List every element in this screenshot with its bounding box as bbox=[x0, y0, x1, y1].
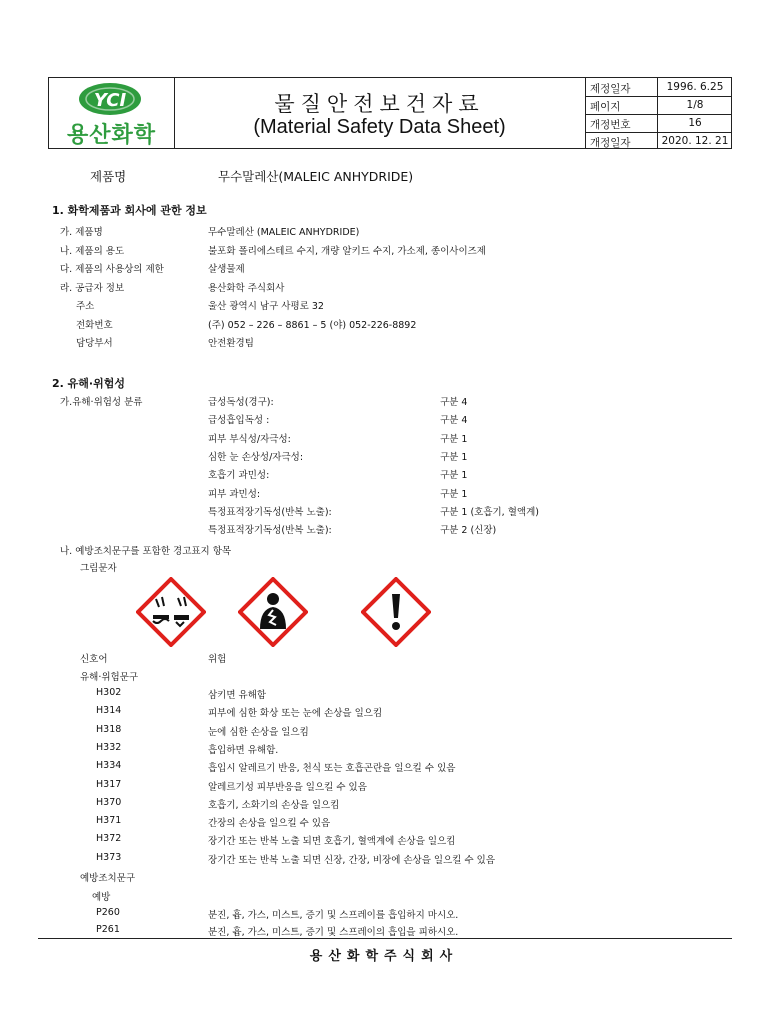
meta-value: 1/8 bbox=[686, 99, 704, 111]
hazard-text: 피부에 심한 화상 또는 눈에 손상을 일으킴 bbox=[208, 708, 383, 720]
info-value: 불포화 폴리에스테르 수지, 개량 알키드 수지, 가소제, 종이사이즈제 bbox=[208, 245, 486, 257]
hazard-code: H317 bbox=[96, 778, 122, 790]
hazard-class-category: 구분 1 (호흡기, 혈액계) bbox=[440, 506, 539, 518]
hazard-text: 삼키면 유해함 bbox=[208, 690, 267, 701]
hazard-class-name: 심한 눈 손상성/자극성: bbox=[208, 451, 304, 463]
hazard-class-category: 구분 1 bbox=[440, 451, 468, 463]
precaution-text: 분진, 흄, 가스, 미스트, 증기 및 스프레이를 흡입하지 마시오. bbox=[208, 910, 459, 921]
info-label: 나. 제품의 용도 bbox=[60, 245, 125, 257]
document-header bbox=[48, 77, 732, 149]
hazard-class-name: 피부 부식성/자극성: bbox=[208, 433, 291, 445]
hazard-class-name: 급성독성(경구): bbox=[208, 397, 274, 408]
label-elements-heading: 나. 예방조치문구를 포함한 경고표지 항목 bbox=[60, 546, 232, 557]
meta-value: 16 bbox=[688, 117, 702, 129]
meta-label: 개정일자 bbox=[590, 137, 631, 149]
footer-company: 용산화학주식회사 bbox=[309, 949, 459, 964]
logo-mark: YCI bbox=[93, 90, 127, 111]
hazard-code: H373 bbox=[96, 851, 122, 863]
info-label: 전화번호 bbox=[76, 319, 113, 331]
hazard-text: 장기간 또는 반복 노출 되면 신장, 간장, 비장에 손상을 일으킬 수 있음 bbox=[208, 854, 496, 866]
section-1-title: 1. 화학제품과 회사에 관한 정보 bbox=[52, 204, 207, 217]
precautionary-label: 예방조치문구 bbox=[80, 873, 136, 884]
hazard-text: 간장의 손상을 일으킬 수 있음 bbox=[208, 818, 331, 830]
info-value: 안전환경팀 bbox=[208, 338, 254, 349]
hazard-class-name: 특정표적장기독성(반복 노출): bbox=[208, 506, 332, 518]
hazard-text: 장기간 또는 반복 노출 되면 호흡기, 혈액계에 손상을 일으킴 bbox=[208, 836, 456, 848]
hazard-code: H371 bbox=[96, 815, 122, 827]
info-value: 울산 광역시 남구 사평로 32 bbox=[208, 301, 324, 312]
pictogram-label: 그림문자 bbox=[80, 563, 117, 574]
meta-value: 1996. 6.25 bbox=[666, 81, 724, 93]
hazard-code: H318 bbox=[96, 723, 122, 735]
meta-label: 개정번호 bbox=[590, 119, 631, 131]
info-label: 주소 bbox=[76, 301, 95, 312]
hazard-class-category: 구분 1 bbox=[440, 488, 468, 500]
prevention-label: 예방 bbox=[92, 892, 111, 903]
product-name: 무수말레산(MALEIC ANHYDRIDE) bbox=[218, 169, 414, 184]
product-label: 제품명 bbox=[90, 169, 127, 184]
hazard-text: 흡입하면 유해함. bbox=[208, 744, 279, 756]
health-hazard-icon bbox=[238, 577, 308, 647]
section-2-title: 2. 유해·위험성 bbox=[52, 377, 125, 390]
info-value: 무수말레산 (MALEIC ANHYDRIDE) bbox=[208, 227, 360, 238]
hazard-code: H334 bbox=[96, 760, 122, 772]
meta-label: 제정일자 bbox=[590, 83, 631, 95]
hazard-class-name: 피부 과민성: bbox=[208, 488, 261, 500]
info-label: 가. 제품명 bbox=[60, 227, 103, 238]
meta-value: 2020. 12. 21 bbox=[661, 135, 729, 147]
info-label: 라. 공급자 정보 bbox=[60, 282, 125, 294]
meta-label: 페이지 bbox=[590, 101, 621, 113]
precaution-text: 분진, 흄, 가스, 미스트, 증기 및 스프레이의 흡입을 피하시오. bbox=[208, 927, 459, 938]
hazard-class-name: 호흡기 과민성: bbox=[208, 470, 270, 482]
hazard-class-category: 구분 4 bbox=[440, 415, 468, 427]
classification-label: 가.유해·위험성 분류 bbox=[60, 397, 143, 408]
precaution-code: P261 bbox=[96, 924, 120, 935]
hazard-code: H314 bbox=[96, 705, 122, 717]
hazard-text: 눈에 심한 손상을 일으킴 bbox=[208, 726, 309, 738]
footer-divider bbox=[38, 938, 732, 939]
logo-text: 용산화학 bbox=[66, 123, 156, 148]
company-logo bbox=[49, 78, 174, 148]
title-korean: 물질안전보건자료 bbox=[274, 92, 485, 116]
hazard-class-name: 특정표적장기독성(반복 노출): bbox=[208, 525, 332, 537]
info-label: 다. 제품의 사용상의 제한 bbox=[60, 264, 164, 275]
info-label: 담당부서 bbox=[76, 338, 113, 349]
signal-word-value: 위험 bbox=[208, 654, 227, 665]
info-value: 용산화학 주식회사 bbox=[208, 282, 285, 294]
hazard-code: H332 bbox=[96, 741, 122, 753]
precaution-code: P260 bbox=[96, 907, 120, 918]
hazard-code: H370 bbox=[96, 796, 122, 808]
hazard-text: 흡입시 알레르기 반응, 천식 또는 호흡곤란을 일으킬 수 있음 bbox=[208, 763, 456, 775]
hazard-class-name: 급성흡입독성 : bbox=[208, 415, 270, 427]
hazard-statements-label: 유해·위험문구 bbox=[80, 672, 139, 683]
info-value: (주) 052 – 226 – 8861 – 5 (야) 052-226-8892 bbox=[208, 319, 417, 331]
hazard-code: H372 bbox=[96, 833, 122, 845]
corrosion-icon bbox=[136, 577, 206, 647]
exclamation-mark-icon bbox=[361, 577, 431, 647]
hazard-class-category: 구분 1 bbox=[440, 433, 468, 445]
title-english: (Material Safety Data Sheet) bbox=[253, 116, 506, 138]
hazard-text: 호흡기, 소화기의 손상을 일으킴 bbox=[208, 799, 340, 811]
info-value: 살생물제 bbox=[208, 264, 245, 275]
hazard-class-category: 구분 4 bbox=[440, 397, 468, 408]
hazard-code: H302 bbox=[96, 687, 122, 698]
signal-word-label: 신호어 bbox=[80, 654, 108, 665]
hazard-class-category: 구분 1 bbox=[440, 470, 468, 482]
hazard-class-category: 구분 2 (신장) bbox=[440, 525, 497, 537]
hazard-text: 알레르기성 피부반응을 일으킬 수 있음 bbox=[208, 781, 367, 793]
